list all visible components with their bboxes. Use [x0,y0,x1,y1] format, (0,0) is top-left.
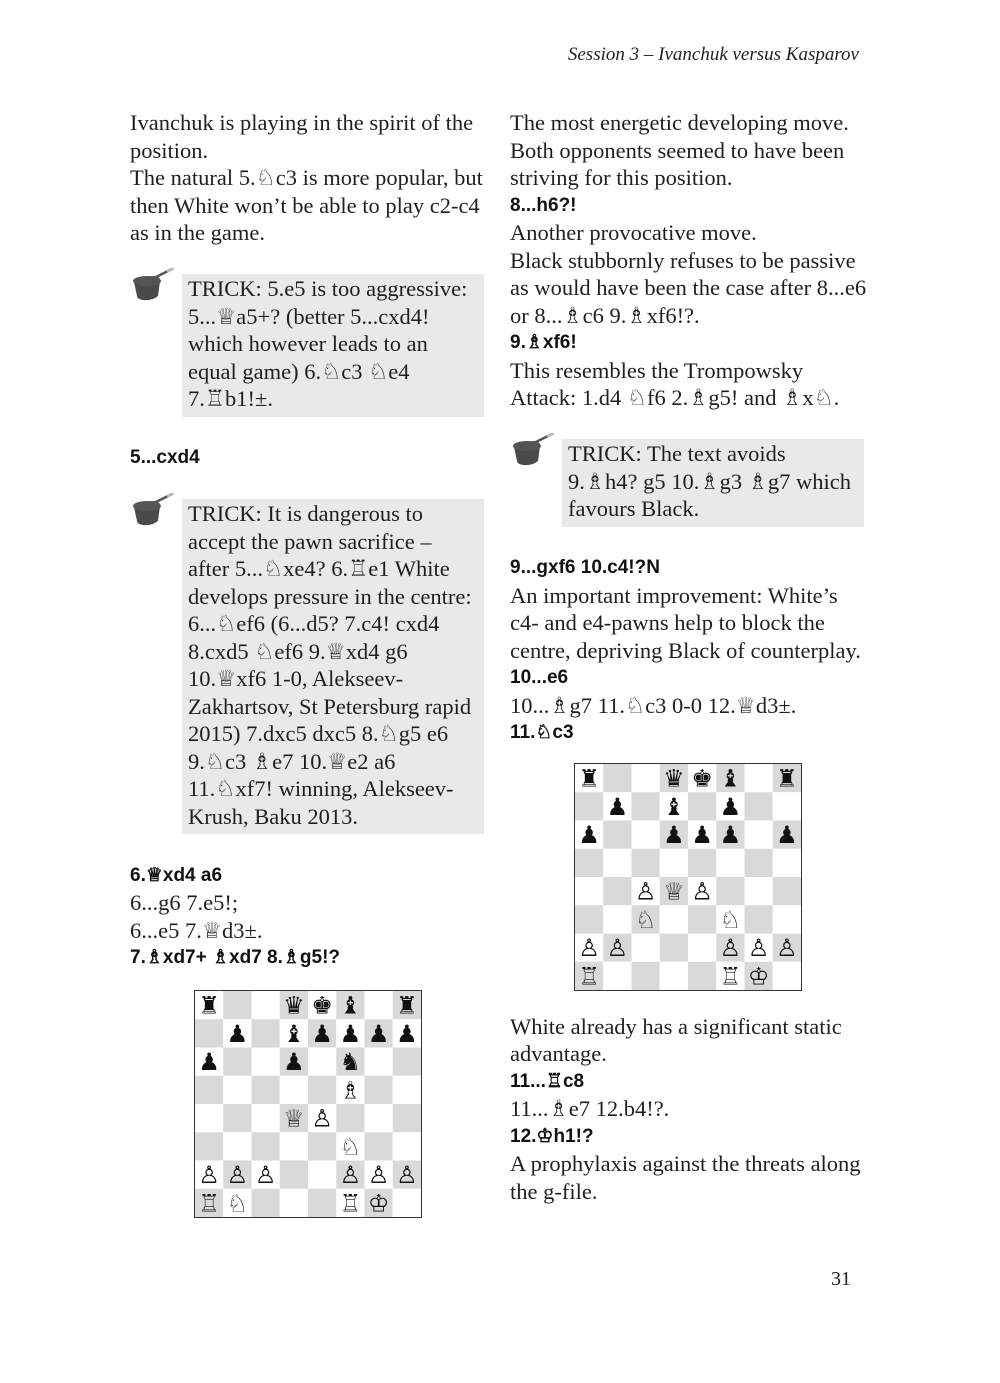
chess-piece: ♙ [339,1160,362,1189]
paragraph: The natural 5.♘c3 is more popular, but then White won’t be able to play c2-c4 as in the game. [130,165,483,245]
chess-piece: ♛ [283,991,305,1020]
right-column [510,109,870,1205]
chess-piece: ♕ [663,877,685,906]
board-square [603,905,631,933]
running-header: Session 3 – Ivanchuk versus Kasparov [567,44,859,65]
board-square [365,1075,393,1103]
paragraph: 6...g6 7.e5!; [130,890,239,915]
chess-piece: ♟ [691,820,713,849]
board-square [688,905,716,933]
chess-piece: ♟ [719,792,742,821]
chess-piece: ♙ [367,1160,390,1189]
chess-piece: ♗ [339,1075,362,1104]
left-column [130,109,490,1218]
board-square [195,1075,223,1103]
move-heading: 6.♕xd4 a6 [130,864,223,886]
paragraph: An important improvement: White’s c4- and e4-pawns help to block the centre, depriving Black of counterplay. [510,582,861,663]
board-square [660,905,688,933]
chess-board [194,990,422,1218]
paragraph: This resembles the Trompowsky Attack: 1.d4 ♘f6 2.♗g5! and ♗x♘. [510,357,840,410]
board-square [308,1047,336,1075]
board-square [660,848,688,876]
board-square [603,877,631,905]
paragraph: Black stubbornly refuses to be passive as would have been the case after 8...e6 or 8...♗c6 9.♗xf6!?. [510,247,867,328]
chess-piece: ♙ [719,933,742,962]
chess-piece: ♚ [311,991,333,1020]
magic-hat-icon [128,268,176,306]
board-square [223,1132,251,1160]
board-square [745,905,773,933]
chess-piece: ♙ [634,877,657,906]
trick-text: TRICK: 5.e5 is too aggressive: 5...♕a5+? (better 5...cxd4! which however leads to an equal game) 6.♘c3 ♘e4 7.♖b1!±. [188,276,468,411]
board-square [575,905,603,933]
board-square [223,991,251,1019]
chess-piece: ♝ [719,764,742,793]
chess-piece: ♘ [634,905,657,934]
board-square [660,933,688,961]
paragraph: Another provocative move. [510,220,757,245]
chess-piece: ♟ [367,1019,390,1048]
board-square [223,1075,251,1103]
paragraph: The most energetic developing move. Both opponents seemed to have been striving for this position. [510,110,849,190]
paragraph: 6...e5 7.♕d3±. [130,917,263,943]
board-square [280,1188,308,1216]
board-square [280,1132,308,1160]
chess-piece: ♔ [747,961,770,990]
board-square [365,991,393,1019]
board-square [280,1160,308,1188]
board-square [308,1132,336,1160]
board-square [252,1019,280,1047]
board-square [393,1188,421,1216]
board-square [195,1104,223,1132]
chess-piece: ♝ [283,1019,305,1048]
move-heading: 7.♗xd7+ ♗xd7 8.♗g5!? [130,947,341,968]
board-square [773,877,801,905]
board-square [575,792,603,820]
paragraph: Ivanchuk is playing in the spirit of the position. [130,110,474,163]
chess-piece: ♙ [578,933,600,962]
board-square [575,848,603,876]
paragraph: A prophylaxis against the threats along the g-file. [510,1151,861,1204]
move-heading: 5...cxd4 [130,447,200,468]
board-square [632,820,660,848]
board-square [688,961,716,989]
chess-piece: ♛ [663,764,685,793]
board-square [365,1047,393,1075]
board-square [688,848,716,876]
board-square [632,961,660,989]
board-square [223,1104,251,1132]
chess-piece: ♟ [396,1019,418,1048]
board-square [195,1132,223,1160]
board-square [632,764,660,792]
chess-piece: ♙ [311,1104,333,1133]
chess-piece: ♜ [198,991,220,1020]
move-heading: 10...e6 [510,667,569,688]
paragraph: 10...♗g7 11.♘c3 0-0 12.♕d3±. [510,692,797,718]
board-square [688,933,716,961]
chess-piece: ♜ [396,991,418,1020]
board-square [252,1132,280,1160]
board-square [393,1047,421,1075]
chess-piece: ♟ [339,1019,362,1048]
move-heading: 11...♖c8 [510,1070,585,1092]
board-square [745,820,773,848]
chess-piece: ♟ [776,820,798,849]
board-square [252,1075,280,1103]
board-square [745,877,773,905]
chess-piece: ♙ [606,933,629,962]
chess-piece: ♟ [719,820,742,849]
chess-piece: ♟ [283,1047,305,1076]
chess-piece: ♖ [339,1188,362,1217]
chess-piece: ♙ [226,1160,249,1189]
move-heading: 11.♘c3 [510,722,574,743]
chess-piece: ♞ [339,1047,362,1076]
board-square [308,1188,336,1216]
board-square [280,1075,308,1103]
board-square [773,961,801,989]
chess-piece: ♜ [578,764,600,793]
board-square [336,1104,364,1132]
board-square [195,1019,223,1047]
chess-piece: ♟ [198,1047,220,1076]
board-square [252,1104,280,1132]
board-square [575,877,603,905]
chess-piece: ♕ [283,1104,305,1133]
board-square [393,1104,421,1132]
trick-box [182,499,484,834]
board-square [773,792,801,820]
chess-piece: ♖ [198,1188,220,1217]
board-square [252,1188,280,1216]
chess-piece: ♙ [396,1160,418,1189]
chess-piece: ♚ [691,764,713,793]
move-heading: 8...h6?! [510,194,577,216]
board-square [603,820,631,848]
board-square [252,1047,280,1075]
board-square [716,848,744,876]
move-heading: 9...gxf6 10.c4!?N [510,557,660,578]
page-number: 31 [831,1268,851,1290]
chess-piece: ♟ [663,820,685,849]
board-square [745,764,773,792]
board-square [603,848,631,876]
chess-piece: ♖ [578,961,600,990]
board-square [745,848,773,876]
move-heading: 9.♗xf6! [510,332,577,353]
board-square [773,848,801,876]
board-square [745,792,773,820]
chess-piece: ♙ [691,877,713,906]
chess-piece: ♘ [226,1188,249,1217]
chess-piece: ♝ [663,792,685,821]
chess-board [574,763,802,991]
chess-piece: ♙ [198,1160,220,1189]
chess-piece: ♘ [339,1132,362,1161]
chess-piece: ♔ [367,1188,390,1217]
trick-box [562,439,864,527]
board-square [308,1075,336,1103]
board-square [632,933,660,961]
chess-piece: ♙ [776,933,798,962]
trick-text: TRICK: It is dangerous to accept the pawn sacrifice – after 5...♘xe4? 6.♖e1 White develops pressure in the centre: 6...♘ef6 (6...d5? 7.c4! cxd4 8.cxd5 ♘ef6 9.♕xd4 g6 10.♕xf6 1-0, Alekseev-Zakhartsov, St Petersburg rapid 2015) 7.dxc5 dxc5 8.♘g5 e6 9.♘c3 ♗e7 10.♕e2 a6 11.♘xf7! winning, Alekseev-Krush, Baku 2013. [188,501,472,829]
paragraph: 11...♗e7 12.b4!?. [510,1096,670,1121]
board-square [603,764,631,792]
board-square [223,1047,251,1075]
chess-piece: ♙ [254,1160,277,1189]
board-square [308,1160,336,1188]
board-square [632,792,660,820]
board-square [688,792,716,820]
board-square [603,961,631,989]
board-square [660,961,688,989]
board-square [716,877,744,905]
board-square [393,1132,421,1160]
chess-piece: ♟ [311,1019,333,1048]
board-square [632,848,660,876]
board-square [365,1132,393,1160]
chess-piece: ♟ [226,1019,249,1048]
chess-piece: ♟ [578,820,600,849]
move-heading: 12.♔h1!? [510,1125,594,1147]
board-square [252,991,280,1019]
chess-piece: ♙ [747,933,770,962]
paragraph: White already has a significant static advantage. [510,1013,842,1066]
chess-piece: ♝ [339,991,362,1020]
chess-piece: ♜ [776,764,798,793]
trick-text: TRICK: The text avoids 9.♗h4? g5 10.♗g3 ♗g7 which favours Black. [568,441,851,521]
magic-hat-icon [128,493,176,531]
chess-piece: ♘ [719,905,742,934]
board-square [365,1104,393,1132]
chess-piece: ♟ [606,792,629,821]
board-square [393,1075,421,1103]
magic-hat-icon [508,433,556,471]
chess-piece: ♖ [719,961,742,990]
board-square [773,905,801,933]
trick-box [182,274,484,417]
